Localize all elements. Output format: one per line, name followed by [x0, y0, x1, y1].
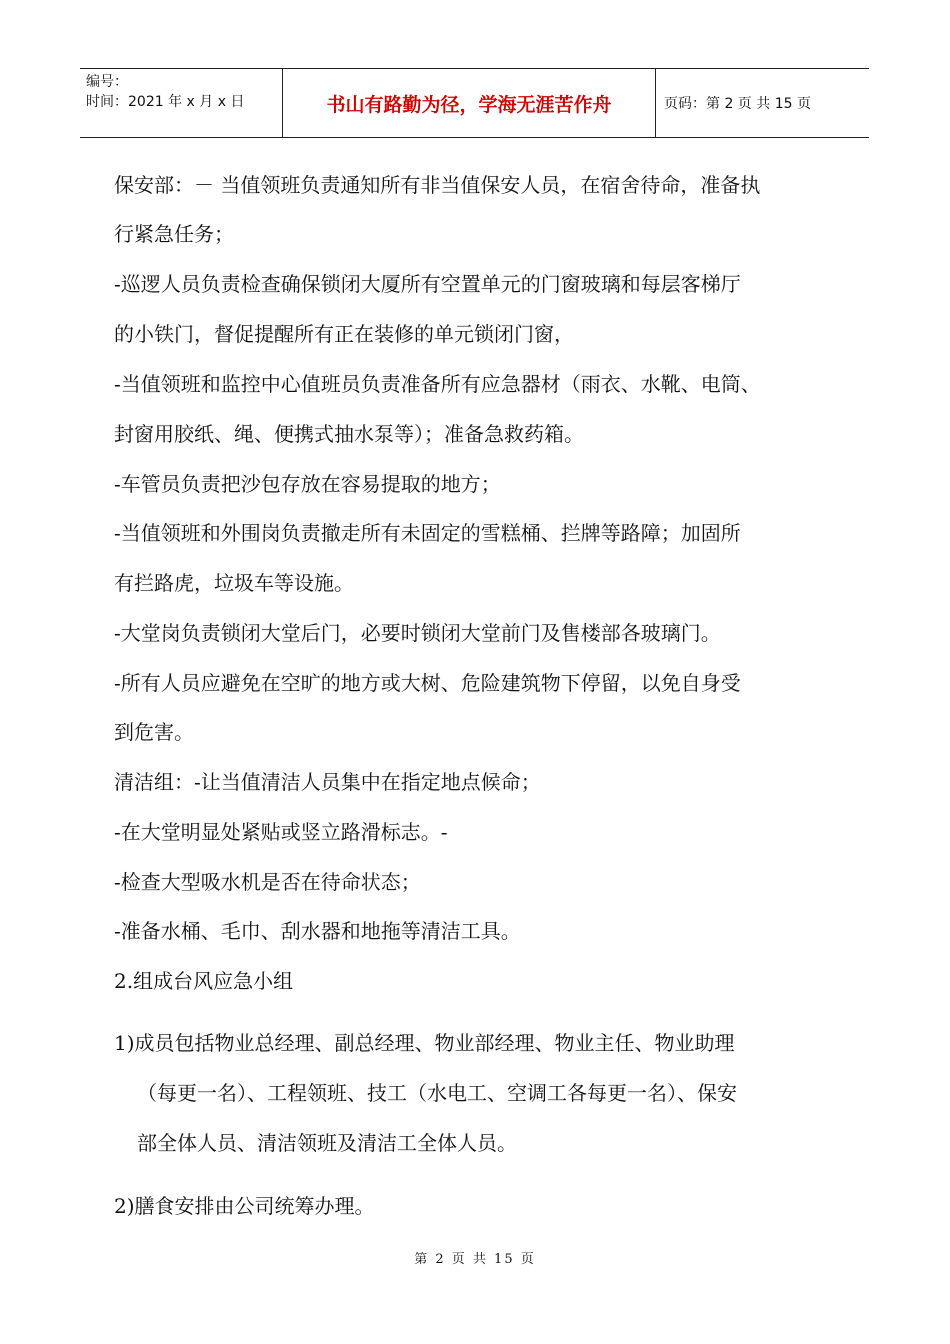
list-item-continuation: 部全体人员、清洁领班及清洁工全体人员。: [137, 1131, 517, 1155]
body-line: -准备水桶、毛巾、刮水器和地拖等清洁工具。: [114, 919, 521, 943]
body-line: -当值领班和监控中心值班员负责准备所有应急器材（雨衣、水靴、电筒、: [114, 372, 761, 396]
body-line: -当值领班和外围岗负责撤走所有未固定的雪糕桶、拦牌等路障；加固所: [114, 521, 741, 545]
body-line: 封窗用胶纸、绳、便携式抽水泵等）；准备急救药箱。: [114, 422, 584, 446]
body-line: -巡逻人员负责检查确保锁闭大厦所有空置单元的门窗玻璃和每层客梯厅: [114, 272, 741, 296]
body-line: 行紧急任务；: [114, 222, 234, 246]
section-heading: 2.组成台风应急小组: [114, 969, 294, 993]
body-line: -车管员负责把沙包存放在容易提取的地方；: [114, 472, 501, 496]
body-line: 清洁组：-让当值清洁人员集中在指定地点候命；: [114, 770, 541, 794]
document-number-label: 编号：: [86, 74, 128, 90]
body-line: -大堂岗负责锁闭大堂后门，必要时锁闭大堂前门及售楼部各玻璃门。: [114, 621, 721, 645]
body-line: 的小铁门，督促提醒所有正在装修的单元锁闭门窗，: [114, 322, 574, 346]
list-item: 1)成员包括物业总经理、副总经理、物业部经理、物业主任、物业助理: [114, 1031, 735, 1055]
body-line: -在大堂明显处紧贴或竖立路滑标志。-: [114, 820, 448, 844]
header-page-info: 页码：第 2 页 共 15 页: [664, 96, 811, 112]
list-item-continuation: （每更一名）、工程领班、技工（水电工、空调工各每更一名）、保安: [137, 1081, 737, 1105]
document-time-label: 时间：2021 年 x 月 x 日: [86, 94, 245, 110]
body-line: -所有人员应避免在空旷的地方或大树、危险建筑物下停留，以免自身受: [114, 671, 741, 695]
list-item: 2)膳食安排由公司统筹办理。: [114, 1194, 375, 1218]
header-motto: 书山有路勤为径，学海无涯苦作舟: [283, 69, 656, 137]
page-footer: 第 2 页 共 15 页: [414, 1252, 536, 1267]
body-line: 有拦路虎，垃圾车等设施。: [114, 571, 354, 595]
header-meta: [80, 69, 283, 137]
body-line: -检查大型吸水机是否在待命状态；: [114, 870, 421, 894]
page-header: [80, 68, 869, 138]
body-line: 到危害。: [114, 720, 194, 744]
body-line: 保安部：－ 当值领班负责通知所有非当值保安人员，在宿舍待命，准备执: [114, 173, 761, 197]
